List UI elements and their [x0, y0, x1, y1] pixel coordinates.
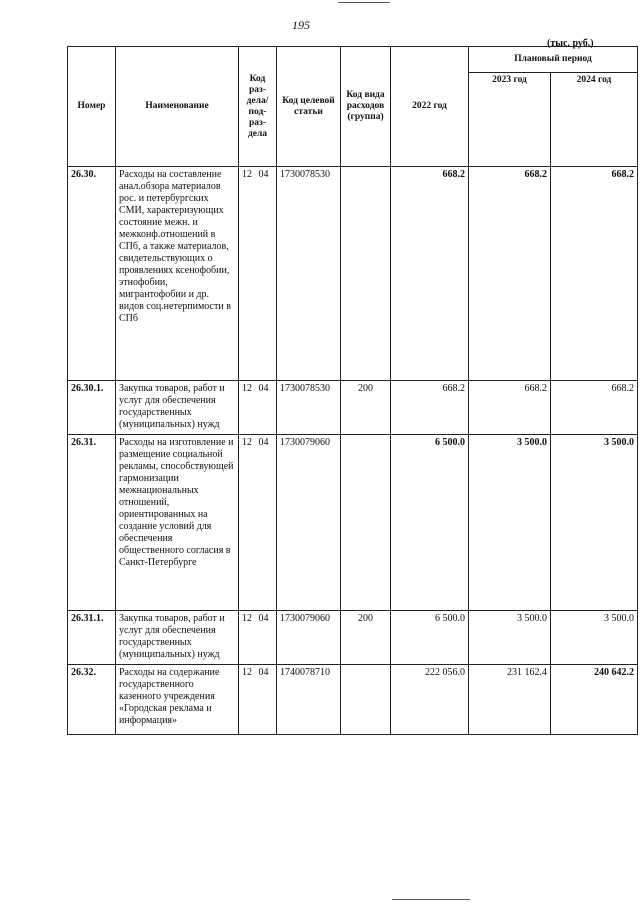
row-name: Закупка товаров, работ и услуг для обеспечения государственных (муниципальных) нужд: [116, 381, 239, 435]
row-target: 1730078530: [277, 167, 341, 381]
page-number: 195: [292, 18, 310, 32]
row-name: Закупка товаров, работ и услуг для обеспечения государственных (муниципальных) нужд: [116, 611, 239, 665]
units-label: (тыс. руб.): [547, 38, 594, 49]
row-section: [239, 435, 277, 611]
row-group: [341, 435, 391, 611]
row-name: Расходы на составление анал.обзора материалов рос. и петербургских СМИ, характеризующих состояние межн. и межконф.отношений в СПб, а также материалов, свидетельствующих о проявлениях ксенофобии, этнофобии, мигрантофобии и др. видов соц.нетерпимости в СПб: [116, 167, 239, 381]
row-subsection-code: 04: [258, 437, 269, 448]
row-section: [239, 665, 277, 735]
row-group: 200: [341, 611, 391, 665]
table-row: [68, 435, 638, 611]
header-number: Номер: [68, 47, 116, 167]
row-target: 1730079060: [277, 435, 341, 611]
header-name: Наименование: [116, 47, 239, 167]
row-amount-2024: 3 500.0: [551, 435, 638, 611]
row-amount-2023: 3 500.0: [469, 435, 551, 611]
table-row: [68, 665, 638, 735]
header-section: Код раз-дела/под-раз-дела: [239, 47, 277, 167]
row-amount-2022: 6 500.0: [391, 435, 469, 611]
top-scan-line: [338, 2, 390, 3]
row-amount-2022: 6 500.0: [391, 611, 469, 665]
header-year-2022: 2022 год: [391, 47, 469, 167]
row-section: [239, 167, 277, 381]
budget-table: [67, 46, 638, 735]
row-number: 26.32.: [68, 665, 116, 735]
row-subsection-code: 04: [258, 383, 269, 394]
row-section-code: 12: [242, 169, 252, 180]
row-number: 26.31.1.: [68, 611, 116, 665]
table-header: [68, 47, 638, 167]
row-amount-2024: 240 642.2: [551, 665, 638, 735]
row-number: 26.30.: [68, 167, 116, 381]
row-section: [239, 381, 277, 435]
row-amount-2024: 668.2: [551, 167, 638, 381]
row-amount-2024: 3 500.0: [551, 611, 638, 665]
row-section: [239, 611, 277, 665]
row-group: 200: [341, 381, 391, 435]
row-amount-2023: 668.2: [469, 167, 551, 381]
row-name: Расходы на содержание государственного казенного учреждения «Городская реклама и информация»: [116, 665, 239, 735]
header-year-2023: 2023 год: [469, 73, 551, 167]
table-row: [68, 167, 638, 381]
header-expense-type: Код вида расходов (группа): [341, 47, 391, 167]
row-target: 1740078710: [277, 665, 341, 735]
row-group: [341, 167, 391, 381]
row-section-code: 12: [242, 613, 252, 624]
table-row: [68, 381, 638, 435]
row-section-code: 12: [242, 383, 252, 394]
row-section-code: 12: [242, 437, 252, 448]
row-subsection-code: 04: [258, 169, 269, 180]
row-amount-2024: 668.2: [551, 381, 638, 435]
row-subsection-code: 04: [258, 667, 269, 678]
header-year-2024: 2024 год: [551, 73, 638, 167]
row-number: 26.31.: [68, 435, 116, 611]
row-target: 1730079060: [277, 611, 341, 665]
table-row: [68, 611, 638, 665]
row-amount-2022: 668.2: [391, 167, 469, 381]
header-target: Код целевой статьи: [277, 47, 341, 167]
row-name: Расходы на изготовление и размещение социальной рекламы, способствующей гармонизации межнациональных отношений, ориентированных на создание условий для обеспечения общественного согласия в Санкт-Петербурге: [116, 435, 239, 611]
row-number: 26.30.1.: [68, 381, 116, 435]
header-planned-period: Плановый период: [469, 47, 638, 73]
row-section-code: 12: [242, 667, 252, 678]
table-body: [68, 167, 638, 735]
row-amount-2023: 668.2: [469, 381, 551, 435]
row-amount-2022: 668.2: [391, 381, 469, 435]
row-amount-2023: 231 162.4: [469, 665, 551, 735]
row-subsection-code: 04: [258, 613, 269, 624]
bottom-scan-line: [392, 899, 470, 900]
row-amount-2023: 3 500.0: [469, 611, 551, 665]
row-target: 1730078530: [277, 381, 341, 435]
row-group: [341, 665, 391, 735]
row-amount-2022: 222 056.0: [391, 665, 469, 735]
